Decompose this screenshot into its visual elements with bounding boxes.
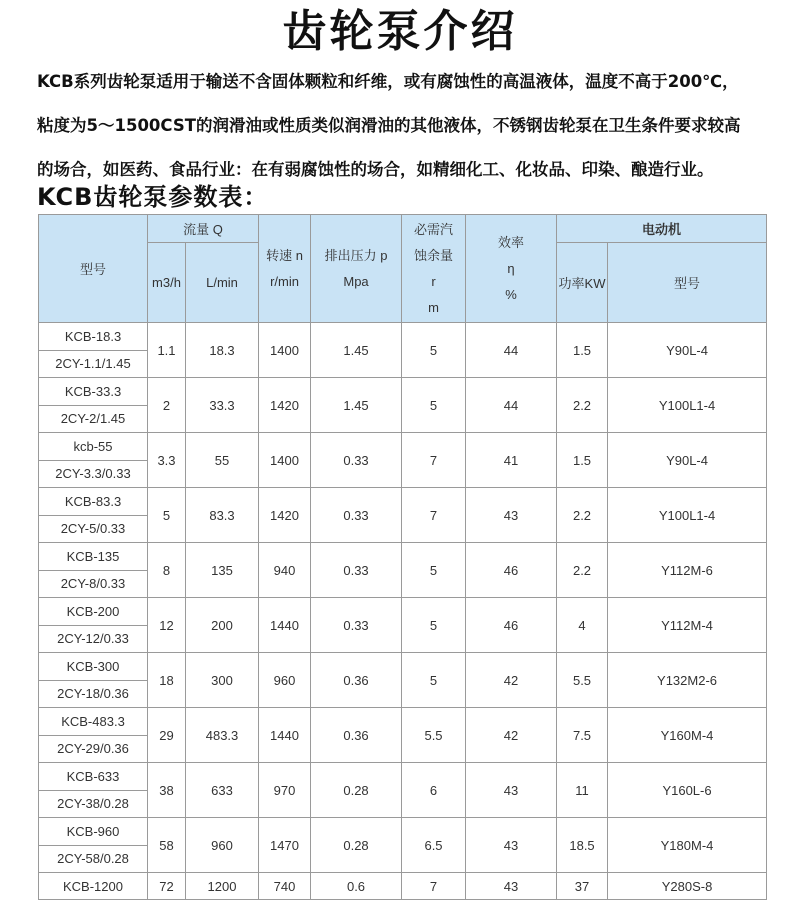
cell-flow-m3h: 38 (148, 763, 186, 818)
cell-npsh: 5 (402, 378, 466, 433)
cell-flow-m3h: 29 (148, 708, 186, 763)
cell-model: KCB-633 (39, 763, 148, 791)
cell-npsh: 7 (402, 873, 466, 900)
table-row (39, 488, 767, 516)
cell-speed: 1440 (259, 598, 311, 653)
cell-flow-lmin: 633 (186, 763, 259, 818)
cell-motor-model: Y112M-6 (608, 543, 767, 598)
cell-speed: 940 (259, 543, 311, 598)
cell-flow-lmin: 483.3 (186, 708, 259, 763)
cell-motor-power: 18.5 (557, 818, 608, 873)
cell-model: KCB-18.3 (39, 323, 148, 351)
cell-flow-m3h: 18 (148, 653, 186, 708)
cell-speed: 960 (259, 653, 311, 708)
cell-npsh: 5 (402, 653, 466, 708)
cell-model: KCB-83.3 (39, 488, 148, 516)
cell-efficiency: 41 (466, 433, 557, 488)
cell-npsh: 6.5 (402, 818, 466, 873)
cell-efficiency: 43 (466, 763, 557, 818)
cell-efficiency: 43 (466, 873, 557, 900)
cell-pressure: 0.33 (311, 543, 402, 598)
cell-efficiency: 46 (466, 598, 557, 653)
cell-motor-model: Y132M2-6 (608, 653, 767, 708)
cell-model: kcb-55 (39, 433, 148, 461)
cell-efficiency: 42 (466, 653, 557, 708)
cell-pressure: 1.45 (311, 378, 402, 433)
cell-pressure: 0.36 (311, 653, 402, 708)
table-heading: KCB齿轮泵参数表： (37, 183, 269, 211)
cell-npsh: 5 (402, 323, 466, 378)
cell-motor-power: 2.2 (557, 378, 608, 433)
cell-flow-m3h: 12 (148, 598, 186, 653)
cell-npsh: 6 (402, 763, 466, 818)
intro-line: 的场合，如医药、食品行业：在有弱腐蚀性的场合，如精细化工、化妆品、印染、酿造行业。 (37, 160, 714, 179)
cell-efficiency: 43 (466, 488, 557, 543)
cell-motor-model: Y112M-4 (608, 598, 767, 653)
header-pressure: 排出压力 p Mpa (311, 215, 402, 323)
cell-speed: 1470 (259, 818, 311, 873)
header-flow-m3h: m3/h (148, 243, 186, 323)
cell-model-alt: 2CY-8/0.33 (39, 570, 148, 598)
cell-flow-m3h: 3.3 (148, 433, 186, 488)
cell-efficiency: 43 (466, 818, 557, 873)
cell-model-alt: 2CY-5/0.33 (39, 515, 148, 543)
cell-model-alt: 2CY-2/1.45 (39, 405, 148, 433)
table-row (39, 543, 767, 571)
cell-speed: 1400 (259, 433, 311, 488)
table-row (39, 818, 767, 846)
intro-paragraph (37, 60, 772, 192)
header-npsh: 必需汽 蚀余量 r m (402, 215, 466, 323)
cell-speed: 1400 (259, 323, 311, 378)
cell-npsh: 5.5 (402, 708, 466, 763)
cell-motor-model: Y280S-8 (608, 873, 767, 900)
cell-motor-power: 2.2 (557, 488, 608, 543)
cell-flow-m3h: 58 (148, 818, 186, 873)
header-motor: 电动机 (557, 215, 767, 243)
cell-flow-lmin: 33.3 (186, 378, 259, 433)
cell-speed: 1420 (259, 488, 311, 543)
cell-model-alt: 2CY-1.1/1.45 (39, 350, 148, 378)
cell-motor-model: Y160M-4 (608, 708, 767, 763)
table-row (39, 378, 767, 406)
table-row (39, 708, 767, 736)
cell-pressure: 0.28 (311, 763, 402, 818)
cell-model-alt: 2CY-38/0.28 (39, 790, 148, 818)
pump-parameter-table (38, 214, 767, 900)
table-row (39, 433, 767, 461)
cell-model-alt: 2CY-3.3/0.33 (39, 460, 148, 488)
cell-flow-lmin: 135 (186, 543, 259, 598)
cell-npsh: 7 (402, 488, 466, 543)
cell-pressure: 0.28 (311, 818, 402, 873)
cell-pressure: 0.33 (311, 433, 402, 488)
cell-speed: 1440 (259, 708, 311, 763)
cell-model-alt: 2CY-18/0.36 (39, 680, 148, 708)
cell-model-alt: 2CY-29/0.36 (39, 735, 148, 763)
cell-model-alt: 2CY-12/0.33 (39, 625, 148, 653)
table-row (39, 873, 767, 900)
cell-model: KCB-200 (39, 598, 148, 626)
intro-line: KCB系列齿轮泵适用于输送不含固体颗粒和纤维，或有腐蚀性的高温液体，温度不高于200℃， (37, 72, 739, 91)
cell-motor-power: 4 (557, 598, 608, 653)
cell-model-alt: 2CY-58/0.28 (39, 845, 148, 873)
cell-flow-lmin: 55 (186, 433, 259, 488)
cell-motor-model: Y160L-6 (608, 763, 767, 818)
header-flow-lmin: L/min (186, 243, 259, 323)
cell-efficiency: 46 (466, 543, 557, 598)
table-row (39, 763, 767, 791)
header-motor-model: 型号 (608, 243, 767, 323)
cell-motor-model: Y90L-4 (608, 433, 767, 488)
cell-model: KCB-33.3 (39, 378, 148, 406)
header-flow: 流量 Q (148, 215, 259, 243)
cell-motor-model: Y180M-4 (608, 818, 767, 873)
cell-efficiency: 42 (466, 708, 557, 763)
cell-motor-power: 2.2 (557, 543, 608, 598)
cell-motor-model: Y100L1-4 (608, 488, 767, 543)
cell-motor-power: 7.5 (557, 708, 608, 763)
cell-flow-lmin: 300 (186, 653, 259, 708)
cell-flow-lmin: 18.3 (186, 323, 259, 378)
cell-flow-m3h: 1.1 (148, 323, 186, 378)
intro-line: 粘度为5～1500CST的润滑油或性质类似润滑油的其他液体，不锈钢齿轮泵在卫生条件要求较高 (37, 116, 741, 135)
cell-flow-lmin: 960 (186, 818, 259, 873)
header-model: 型号 (39, 215, 148, 323)
cell-flow-lmin: 200 (186, 598, 259, 653)
cell-model: KCB-135 (39, 543, 148, 571)
cell-motor-model: Y90L-4 (608, 323, 767, 378)
cell-motor-power: 37 (557, 873, 608, 900)
cell-speed: 1420 (259, 378, 311, 433)
table-row (39, 598, 767, 626)
header-motor-power: 功率KW (557, 243, 608, 323)
cell-npsh: 5 (402, 543, 466, 598)
cell-pressure: 0.6 (311, 873, 402, 900)
cell-npsh: 7 (402, 433, 466, 488)
cell-pressure: 1.45 (311, 323, 402, 378)
cell-motor-model: Y100L1-4 (608, 378, 767, 433)
cell-pressure: 0.36 (311, 708, 402, 763)
cell-model: KCB-300 (39, 653, 148, 681)
cell-model: KCB-483.3 (39, 708, 148, 736)
cell-model: KCB-1200 (39, 873, 148, 900)
cell-efficiency: 44 (466, 378, 557, 433)
cell-efficiency: 44 (466, 323, 557, 378)
cell-npsh: 5 (402, 598, 466, 653)
cell-flow-m3h: 72 (148, 873, 186, 900)
cell-flow-m3h: 8 (148, 543, 186, 598)
cell-speed: 740 (259, 873, 311, 900)
table-row (39, 323, 767, 351)
header-speed: 转速 n r/min (259, 215, 311, 323)
cell-pressure: 0.33 (311, 598, 402, 653)
cell-motor-power: 11 (557, 763, 608, 818)
cell-speed: 970 (259, 763, 311, 818)
cell-model: KCB-960 (39, 818, 148, 846)
cell-motor-power: 1.5 (557, 433, 608, 488)
page-title: 齿轮泵介绍 (282, 6, 518, 57)
header-efficiency: 效率 η % (466, 215, 557, 323)
table-row (39, 653, 767, 681)
cell-motor-power: 5.5 (557, 653, 608, 708)
cell-flow-m3h: 2 (148, 378, 186, 433)
cell-flow-lmin: 83.3 (186, 488, 259, 543)
cell-flow-lmin: 1200 (186, 873, 259, 900)
cell-motor-power: 1.5 (557, 323, 608, 378)
cell-flow-m3h: 5 (148, 488, 186, 543)
cell-pressure: 0.33 (311, 488, 402, 543)
